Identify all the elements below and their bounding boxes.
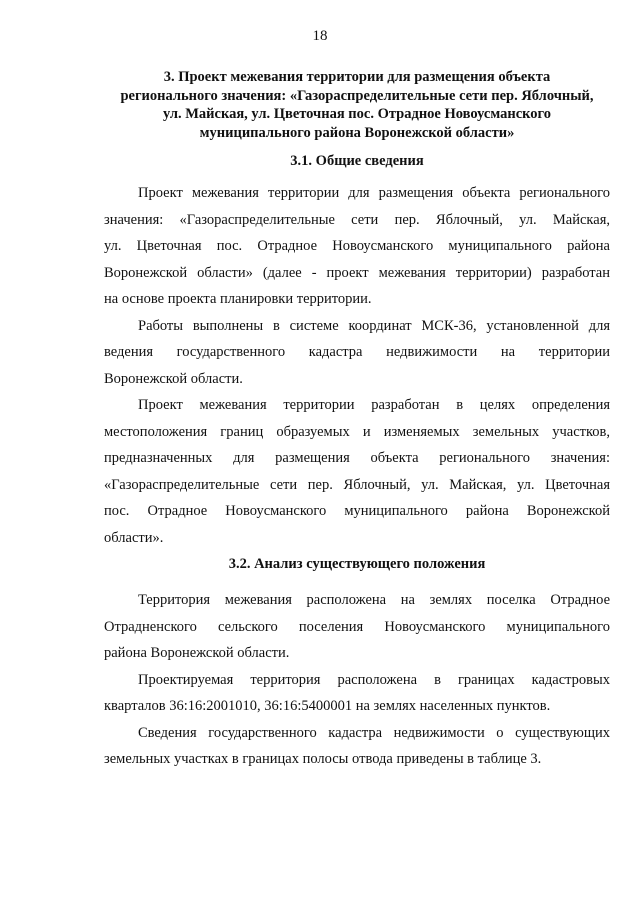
text-line: Проект межевания территории для размещения объекта регионального: [138, 185, 610, 201]
title-line: ул. Майская, ул. Цветочная пос. Отрадное Новоусманского: [162, 106, 552, 122]
text-line: Территория межевания расположена на землях поселка Отрадное: [138, 592, 610, 608]
text-line: ул. Цветочная пос. Отрадное Новоусманского муниципального района: [104, 238, 610, 254]
page-number: 18: [312, 28, 328, 44]
title-line: 3. Проект межевания территории для размещения объекта: [163, 69, 551, 85]
text-line: ведения государственного кадастра недвижимости на территории: [104, 344, 610, 360]
text-line: на основе проекта планировки территории.: [104, 291, 372, 307]
title-line: регионального значения: «Газораспределительные сети пер. Яблочный,: [120, 87, 594, 104]
section-3-1-body: [104, 180, 610, 551]
section-3-2-body: [104, 587, 610, 773]
text-line: Воронежской области» (далее - проект межевания территории) разработан: [104, 264, 610, 281]
text-line: Проект межевания территории разработан в целях определения: [138, 397, 610, 413]
text-line: значения: «Газораспределительные сети пер. Яблочный, ул. Майская,: [104, 211, 610, 228]
text-line: Отрадненского сельского поселения Новоусманского муниципального: [104, 618, 610, 635]
title-line: муниципального района Воронежской области»: [199, 124, 515, 141]
text-line: Проектируемая территория расположена в границах кадастровых: [138, 671, 610, 688]
text-line: кварталов 36:16:2001010, 36:16:5400001 на землях населенных пунктов.: [104, 698, 551, 714]
text-line: области».: [104, 529, 164, 546]
text-line: пос. Отрадное Новоусманского муниципального района Воронежской: [104, 503, 610, 519]
text-line: района Воронежской области.: [104, 645, 290, 661]
text-line: «Газораспределительные сети пер. Яблочный, ул. Майская, ул. Цветочная: [104, 476, 610, 493]
text-line: Работы выполнены в системе координат МСК-36, установленной для: [138, 317, 610, 334]
text-line: местоположения границ образуемых и изменяемых земельных участков,: [104, 423, 610, 440]
section-3-title: [104, 68, 610, 142]
text-line: земельных участках в границах полосы отвода приведены в таблице 3.: [104, 751, 542, 767]
text-line: Сведения государственного кадастра недвижимости о существующих: [138, 724, 610, 741]
text-line: предназначенных для размещения объекта регионального значения:: [104, 450, 610, 466]
section-3-1-heading: 3.1. Общие сведения: [290, 153, 424, 169]
section-3-2-heading: 3.2. Анализ существующего положения: [228, 556, 486, 572]
text-line: Воронежской области.: [104, 370, 243, 387]
